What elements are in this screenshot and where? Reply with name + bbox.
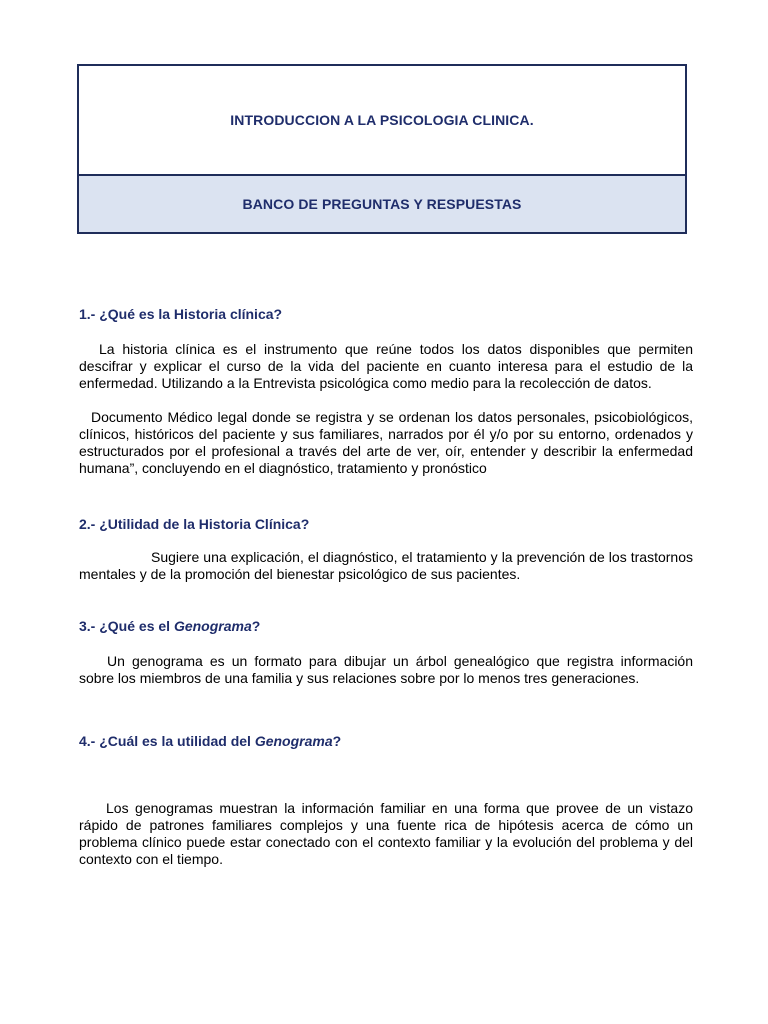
question-text: ¿Qué es la Historia clínica? <box>99 306 283 322</box>
answer-1-paragraph-1: La historia clínica es el instrumento que reúne todos los datos disponibles que permiten descifrar y explicar el curso de la vida del paciente en cuanto interesa para el estudio de la enfermedad. Utilizando a la Entrevista psicológica como medio para la recolección de datos. <box>79 341 693 391</box>
answer-1-paragraph-2: Documento Médico legal donde se registra y se ordenan los datos personales, psicobiológicos, clínicos, históricos del paciente y sus familiares, narrados por él y/o por su entorno, ordenados y estructurados por el profesional a través del arte de ver, oír, entender y describir la enfermedad humana”, concluyendo en el diagnóstico, tratamiento y pronóstico <box>79 409 693 476</box>
question-3-heading <box>79 618 693 635</box>
answer-3-paragraph-1: Un genograma es un formato para dibujar un árbol genealógico que registra información sobre los miembros de una familia y sus relaciones sobre por lo menos tres generaciones. <box>79 653 693 686</box>
document-header-box <box>77 64 687 234</box>
question-4-heading <box>79 733 693 750</box>
question-text-prefix: ¿Qué es el <box>99 618 174 634</box>
question-text-prefix: ¿Cuál es la utilidad del <box>99 733 255 749</box>
question-number: 1.- <box>79 306 96 322</box>
document-body <box>79 306 693 868</box>
question-number: 3.- <box>79 618 96 634</box>
question-text-italic: Genograma <box>173 618 252 634</box>
question-text-italic: Genograma <box>254 733 333 749</box>
question-text-suffix: ? <box>332 733 342 749</box>
document-title: INTRODUCCION A LA PSICOLOGIA CLINICA. <box>230 112 534 128</box>
question-number: 2.- <box>79 516 96 532</box>
header-title-row <box>79 66 685 176</box>
answer-4-paragraph-1: Los genogramas muestran la información familiar en una forma que provee de un vistazo rápido de patrones familiares complejos y una fuente rica de hipótesis acerca de cómo un problema clínico puede estar conectado con el contexto familiar y la evolución del problema y del contexto con el tiempo. <box>79 800 693 867</box>
answer-2-paragraph-1: Sugiere una explicación, el diagnóstico, el tratamiento y la prevención de los trastornos mentales y de la promoción del bienestar psicológico de sus pacientes. <box>79 549 693 582</box>
header-subtitle-row <box>79 176 685 232</box>
question-text: ¿Utilidad de la Historia Clínica? <box>99 516 310 532</box>
document-subtitle: BANCO DE PREGUNTAS Y RESPUESTAS <box>242 196 522 212</box>
question-text-suffix: ? <box>251 618 261 634</box>
question-1-heading <box>79 306 693 323</box>
question-2-heading <box>79 516 693 533</box>
question-number: 4.- <box>79 733 96 749</box>
